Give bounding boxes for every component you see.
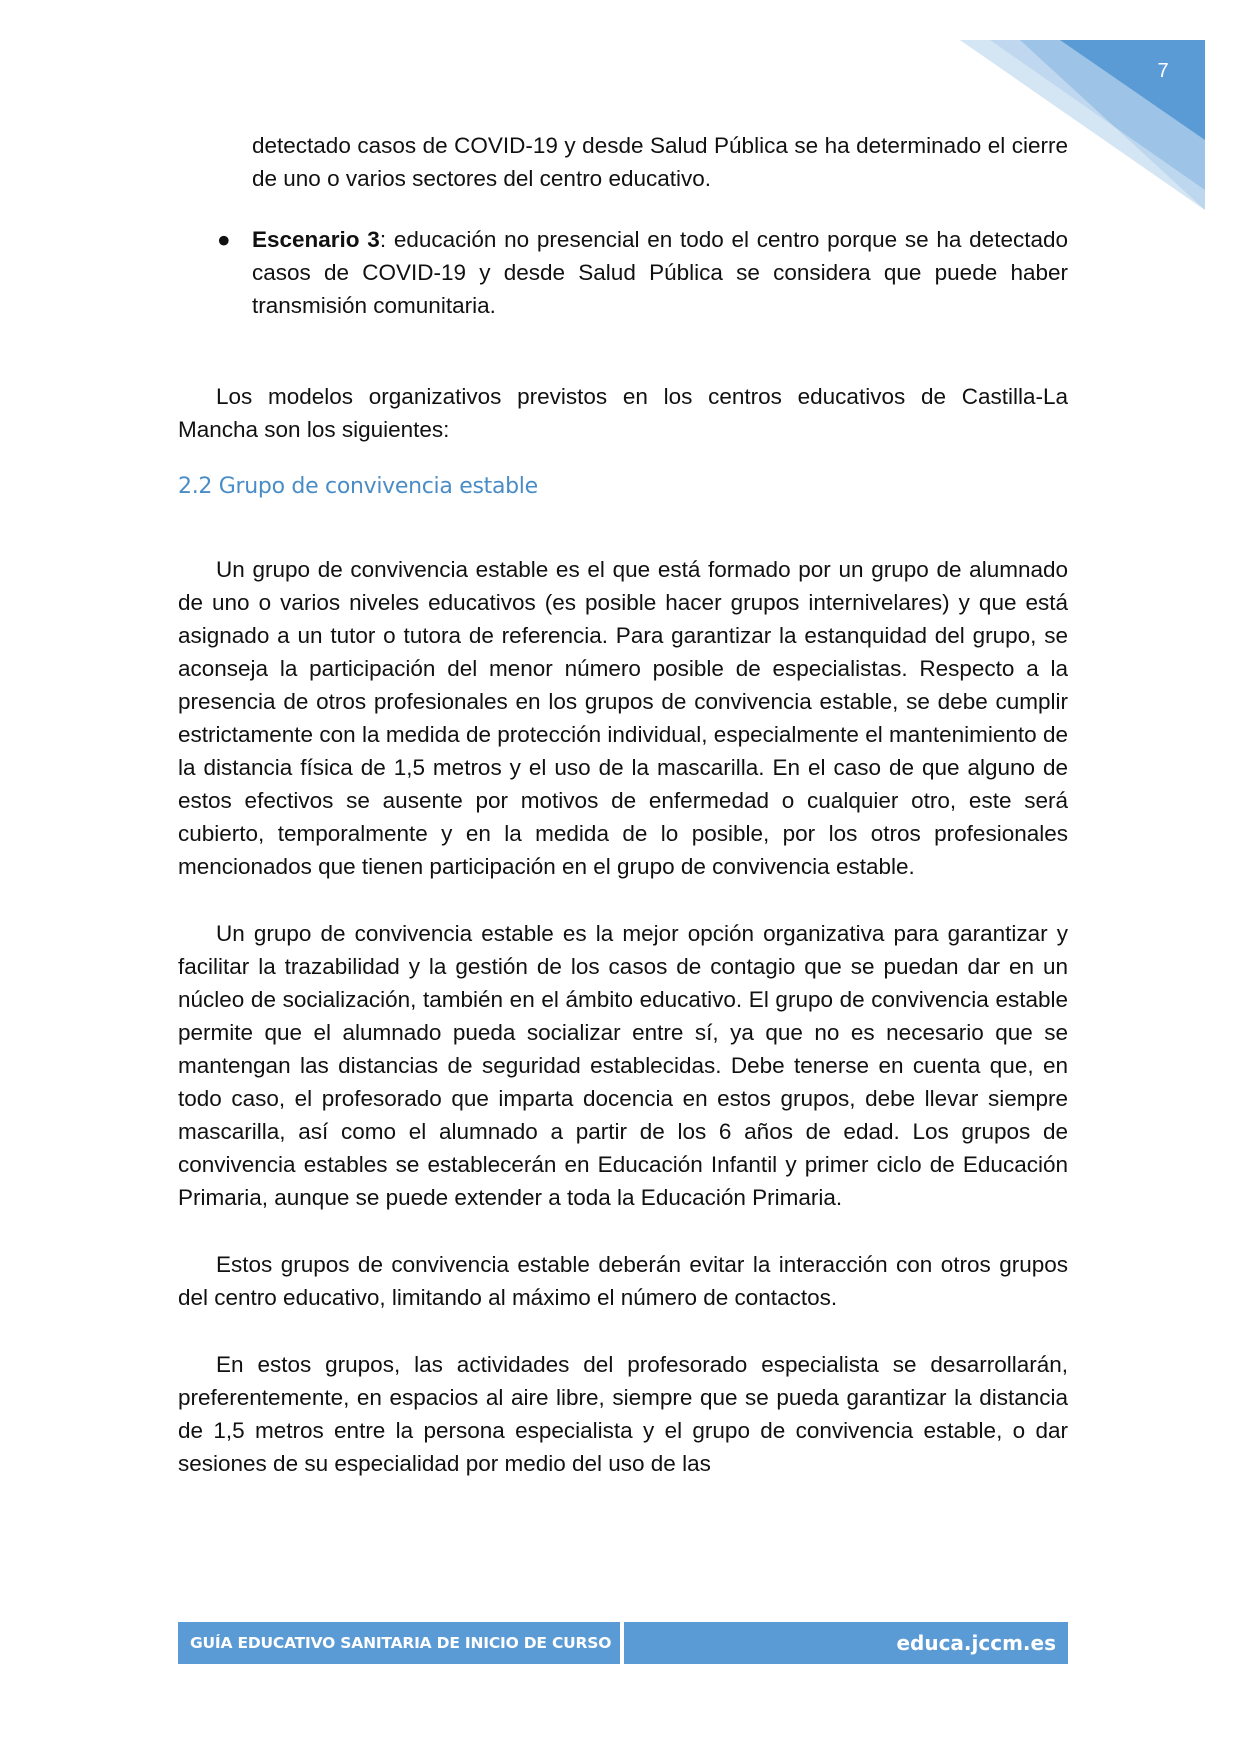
page-footer — [178, 1622, 1068, 1664]
list-item — [178, 223, 1068, 322]
bullet-icon: ● — [217, 227, 231, 252]
page-number: 7 — [1157, 60, 1169, 82]
scenario-label: Escenario 3 — [252, 227, 380, 252]
paragraph: Estos grupos de convivencia estable deberán evitar la interacción con otros grupos del centro educativo, limitando al máximo el número de contactos. — [178, 1252, 1068, 1310]
footer-website-link[interactable]: educa.jccm.es — [624, 1622, 1068, 1664]
paragraph: Un grupo de convivencia estable es el que está formado por un grupo de alumnado de uno o varios niveles educativos (es posible hacer grupos internivelares) y que está asignado a un tutor o tutora de referencia. Para garantizar la estanquidad del grupo, se aconseja la participación del menor número posible de especialistas. Respecto a la presencia de otros profesionales en los grupos de convivencia estable, se debe cumplir estrictamente con la medida de protección individual, especialmente el mantenimiento de la distancia física de 1,5 metros y el uso de la mascarilla. En el caso de que alguno de estos efectivos se ausente por motivos de enfermedad o cualquier otro, este será cubierto, temporalmente y en la medida de lo posible, por los otros profesionales mencionados que tienen participación en el grupo de convivencia estable. — [178, 557, 1068, 879]
intro-paragraph: Los modelos organizativos previstos en los centros educativos de Castilla-La Mancha son los siguientes: — [178, 384, 1068, 442]
continuation-text: detectado casos de COVID-19 y desde Salud Pública se ha determinado el cierre de uno o varios sectores del centro educativo. — [252, 133, 1068, 191]
section-heading: 2.2 Grupo de convivencia estable — [178, 474, 538, 499]
document-body — [178, 129, 1068, 1480]
paragraph: Un grupo de convivencia estable es la mejor opción organizativa para garantizar y facilitar la trazabilidad y la gestión de los casos de contagio que se puedan dar en un núcleo de socialización, también en el ámbito educativo. El grupo de convivencia estable permite que el alumnado pueda socializar entre sí, ya que no es necesario que se mantengan las distancias de seguridad establecidas. Debe tenerse en cuenta que, en todo caso, el profesorado que imparta docencia en estos grupos, debe llevar siempre mascarilla, así como el alumnado a partir de los 6 años de edad. Los grupos de convivencia estables se establecerán en Educación Infantil y primer ciclo de Educación Primaria, aunque se puede extender a toda la Educación Primaria. — [178, 921, 1068, 1210]
footer-guide-title: GUÍA EDUCATIVO SANITARIA DE INICIO DE CURSO — [178, 1622, 620, 1664]
scenario-list — [178, 223, 1068, 322]
scenario-text: : educación no presencial en todo el centro porque se ha detectado casos de COVID-19 y desde Salud Pública se considera que puede haber transmisión comunitaria. — [252, 227, 1068, 318]
paragraph: En estos grupos, las actividades del profesorado especialista se desarrollarán, preferentemente, en espacios al aire libre, siempre que se pueda garantizar la distancia de 1,5 metros entre la persona especialista y el grupo de convivencia estable, o dar sesiones de su especialidad por medio del uso de las — [178, 1352, 1068, 1476]
